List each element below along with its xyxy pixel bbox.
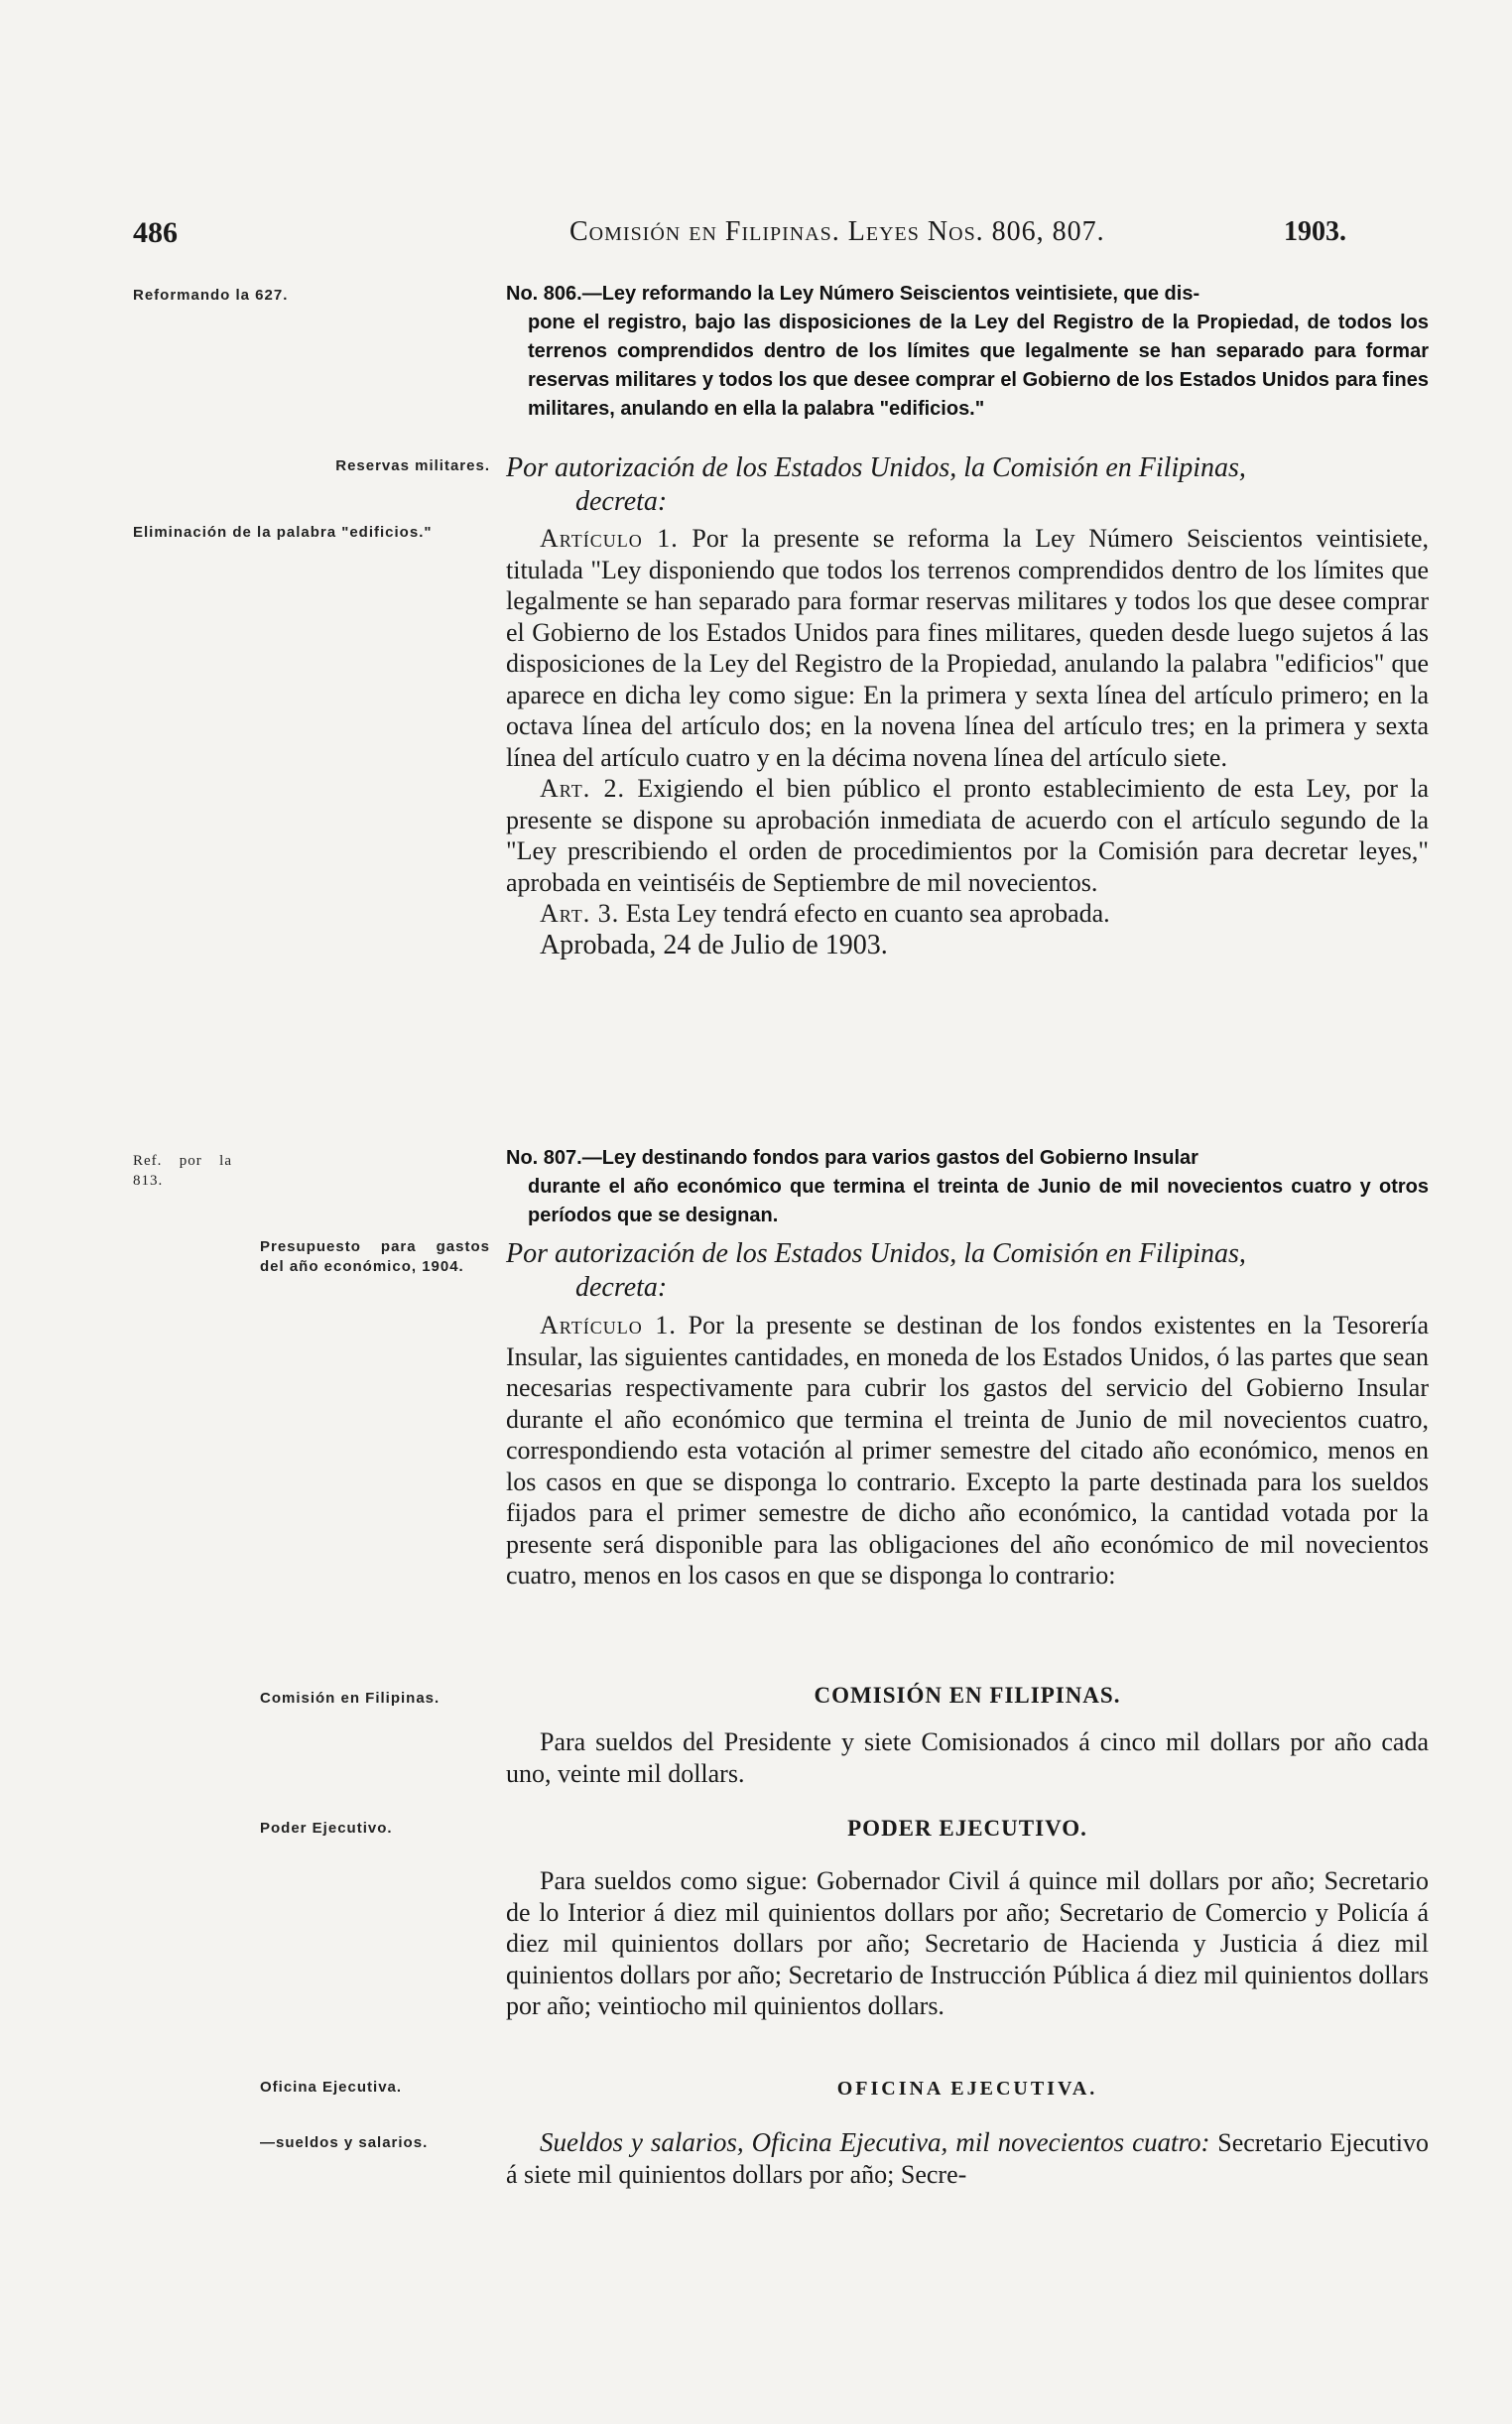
comision-paragraph: Para sueldos del Presidente y siete Comisionados á cinco mil dollars por año cada uno, veinte mil dollars. <box>506 1727 1429 1788</box>
law-806-article-1: Artículo 1. Por la presente se reforma la Ley Número Seiscientos veintisiete, titulada "Ley disponiendo que todos los terrenos comprendidos dentro de los límites que legalmente se han separado para formar reservas militares y todos los que desee comprar el Gobierno de los Estados Unidos para fines militares, queden desde luego sujetos á las disposiciones de la Ley del Registro de la Propiedad, anulando la palabra "edificios" que aparece en dicha ley como sigue: En la primera y sexta línea del artículo primero; en la octava línea del artículo dos; en la novena línea del artículo tres; en la primera y sexta línea del artículo cuatro y en la décima novena línea del artículo siete. <box>506 524 1429 772</box>
section-poder-title: PODER EJECUTIVO. <box>847 1816 1087 1841</box>
section-comision-title: COMISIÓN EN FILIPINAS. <box>814 1683 1121 1708</box>
law-806-heading-line1: No. 806.—Ley reformando la Ley Número Seiscientos veintisiete, que dis- <box>506 283 1200 305</box>
law-806-enact-line1: Por autorización de los Estados Unidos, la Comisión en Filipinas, <box>506 452 1246 483</box>
margin-note-sueldos: —sueldos y salarios. <box>260 2134 429 2151</box>
margin-note-comision: Comisión en Filipinas. <box>260 1690 441 1707</box>
section-comision <box>506 1683 1429 1709</box>
margin-note-presupuesto: Presupuesto para gastos del año económico, 1904. <box>260 1238 490 1275</box>
margin-note-reformando: Reformando la 627. <box>133 287 289 304</box>
law-806-approved: Aprobada, 24 de Julio de 1903. <box>540 929 888 960</box>
law-807-heading-line1: No. 807.—Ley destinando fondos para varios gastos del Gobierno Insular <box>506 1147 1198 1169</box>
law-807-heading <box>506 1144 1429 1230</box>
section-comision-body <box>506 1726 1429 1789</box>
margin-note-eliminacion: Eliminación de la palabra "edificios." <box>133 524 433 541</box>
poder-paragraph: Para sueldos como sigue: Gobernador Civil á quince mil dollars por año; Secretario de lo Interior á diez mil quinientos dollars por año; Secretario de Comercio y Policía á diez mil quinientos dollars por año; Secretario de Hacienda y Justicia á diez mil quinientos dollars por año; Secretario de Instrucción Pública á diez mil quinientos dollars por año; veintiocho mil quinientos dollars. <box>506 1866 1429 2020</box>
margin-note-ref: Ref. por la 813. <box>133 1153 232 1189</box>
section-poder-body <box>506 1865 1429 2022</box>
running-title: Comisión en Filipinas. Leyes Nos. 806, 807. <box>569 216 1105 247</box>
section-oficina-title: OFICINA EJECUTIVA. <box>836 2078 1098 2100</box>
law-806-article-2: Art. 2. Exigiendo el bien público el pronto establecimiento de esta Ley, por la presente se dispone su aprobación inmediata de acuerdo con el artículo segundo de la "Ley prescribiendo el orden de procedimientos por la Comisión para decretar leyes," aprobada en veintiséis de Septiembre de mil novecientos. <box>506 774 1429 897</box>
margin-note-oficina: Oficina Ejecutiva. <box>260 2079 403 2096</box>
law-807-heading-rest: durante el año económico que termina el treinta de Junio de mil novecientos cuatro y otros períodos que se designan. <box>528 1176 1429 1226</box>
oficina-paragraph: Sueldos y salarios, Oficina Ejecutiva, mil novecientos cuatro: Secretario Ejecutivo á siete mil quinientos dollars por año; Secre- <box>506 2127 1429 2189</box>
law-806-heading-rest: pone el registro, bajo las disposiciones de la Ley del Registro de la Propiedad, de todos los terrenos comprendidos dentro de los límites que legalmente se han separado para formar reservas militares y todos los que desee comprar el Gobierno de los Estados Unidos para fines militares, anulando en ella la palabra "edificios." <box>528 312 1429 420</box>
running-year: 1903. <box>1284 216 1346 247</box>
law-806-heading <box>506 280 1429 424</box>
law-807-enact-line1: Por autorización de los Estados Unidos, la Comisión en Filipinas, <box>506 1238 1246 1269</box>
page-number: 486 <box>133 216 178 249</box>
law-806-enact-decreta: decreta: <box>575 486 668 517</box>
section-oficina-body <box>506 2125 1429 2191</box>
page-header <box>133 216 1363 256</box>
law-807-article-1: Artículo 1. Por la presente se destinan de los fondos existentes en la Tesorería Insular, las siguientes cantidades, en moneda de los Estados Unidos, ó las partes que sean necesarias respectivamente para cubrir los gastos del servicio del Gobierno Insular durante el año económico que termina el treinta de Junio de mil novecientos cuatro, correspondiendo esta votación al primer semestre del citado año económico, menos en los casos en que se disponga lo contrario. Excepto la parte destinada para los sueldos fijados para el primer semestre de dicho año económico, la cantidad votada por la presente será disponible para las obligaciones del año económico de mil novecientos cuatro, menos en los casos en que se disponga lo contrario: <box>506 1311 1429 1590</box>
margin-note-reservas: Reservas militares. <box>335 457 490 474</box>
law-806-enacting-clause <box>506 451 1429 519</box>
law-806-article-3: Art. 3. Esta Ley tendrá efecto en cuanto sea aprobada. <box>540 899 1110 928</box>
law-806-body <box>506 523 1429 960</box>
law-807-enact-decreta: decreta: <box>575 1272 668 1303</box>
margin-note-poder: Poder Ejecutivo. <box>260 1820 393 1837</box>
section-poder <box>506 1816 1429 1842</box>
law-807-body <box>506 1310 1429 1592</box>
section-oficina <box>506 2078 1429 2101</box>
law-807-enacting-clause <box>506 1237 1429 1305</box>
